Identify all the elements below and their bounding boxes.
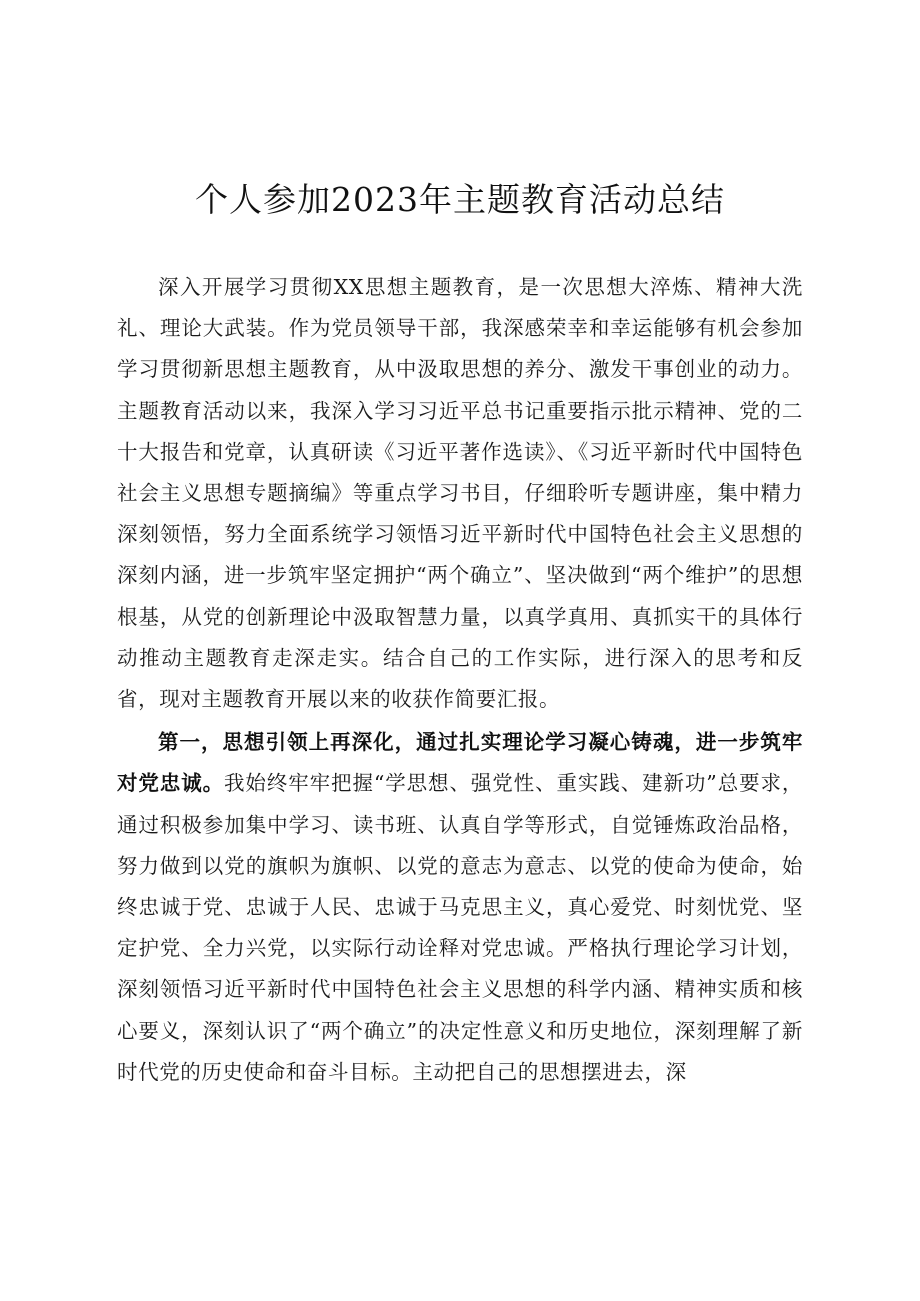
section-one-text: 我始终牢牢把握“学思想、强党性、重实践、建新功”总要求，通过积极参加集中学习、读书班、认真自学等形式，自觉锤炼政治品格，努力做到以党的旗帜为旗帜、以党的意志为意志、以党的使命为使命，始终忠诚于党、忠诚于人民、忠诚于马克思主义，真心爱党、时刻忧党、坚定护党、全力兴党，以实际行动诠释对党忠诚。严格执行理论学习计划，深刻领悟习近平新时代中国特色社会主义思想的科学内涵、精神实质和核心要义，深刻认识了“两个确立”的决定性意义和历史地位，深刻理解了新时代党的历史使命和奋斗目标。主动把自己的思想摆进去，深 <box>117 771 804 1084</box>
document-title: 个人参加2023年主题教育活动总结 <box>195 180 725 219</box>
intro-paragraph <box>117 267 803 720</box>
section-one-paragraph <box>117 722 803 1093</box>
document-body <box>117 267 803 1093</box>
section-one-heading: 第一，思想引领上再深化，通过扎实理论学习凝心铸魂，进一步筑牢对党忠诚。 <box>117 730 803 796</box>
intro-paragraph-text: 深入开展学习贯彻XX思想主题教育，是一次思想大淬炼、精神大洗礼、理论大武装。作为党员领导干部，我深感荣幸和幸运能够有机会参加学习贯彻新思想主题教育，从中汲取思想的养分、激发干事创业的动力。主题教育活动以来，我深入学习习近平总书记重要指示批示精神、党的二十大报告和党章，认真研读《习近平著作选读》、《习近平新时代中国特色社会主义思想专题摘编》等重点学习书目，仔细聆听专题讲座，集中精力深刻领悟，努力全面系统学习领悟习近平新时代中国特色社会主义思想的深刻内涵，进一步筑牢坚定拥护“两个确立”、坚决做到“两个维护”的思想根基，从党的创新理论中汲取智慧力量，以真学真用、真抓实干的具体行动推动主题教育走深走实。结合自己的工作实际，进行深入的思考和反省，现对主题教育开展以来的收获作简要汇报。 <box>117 275 803 712</box>
